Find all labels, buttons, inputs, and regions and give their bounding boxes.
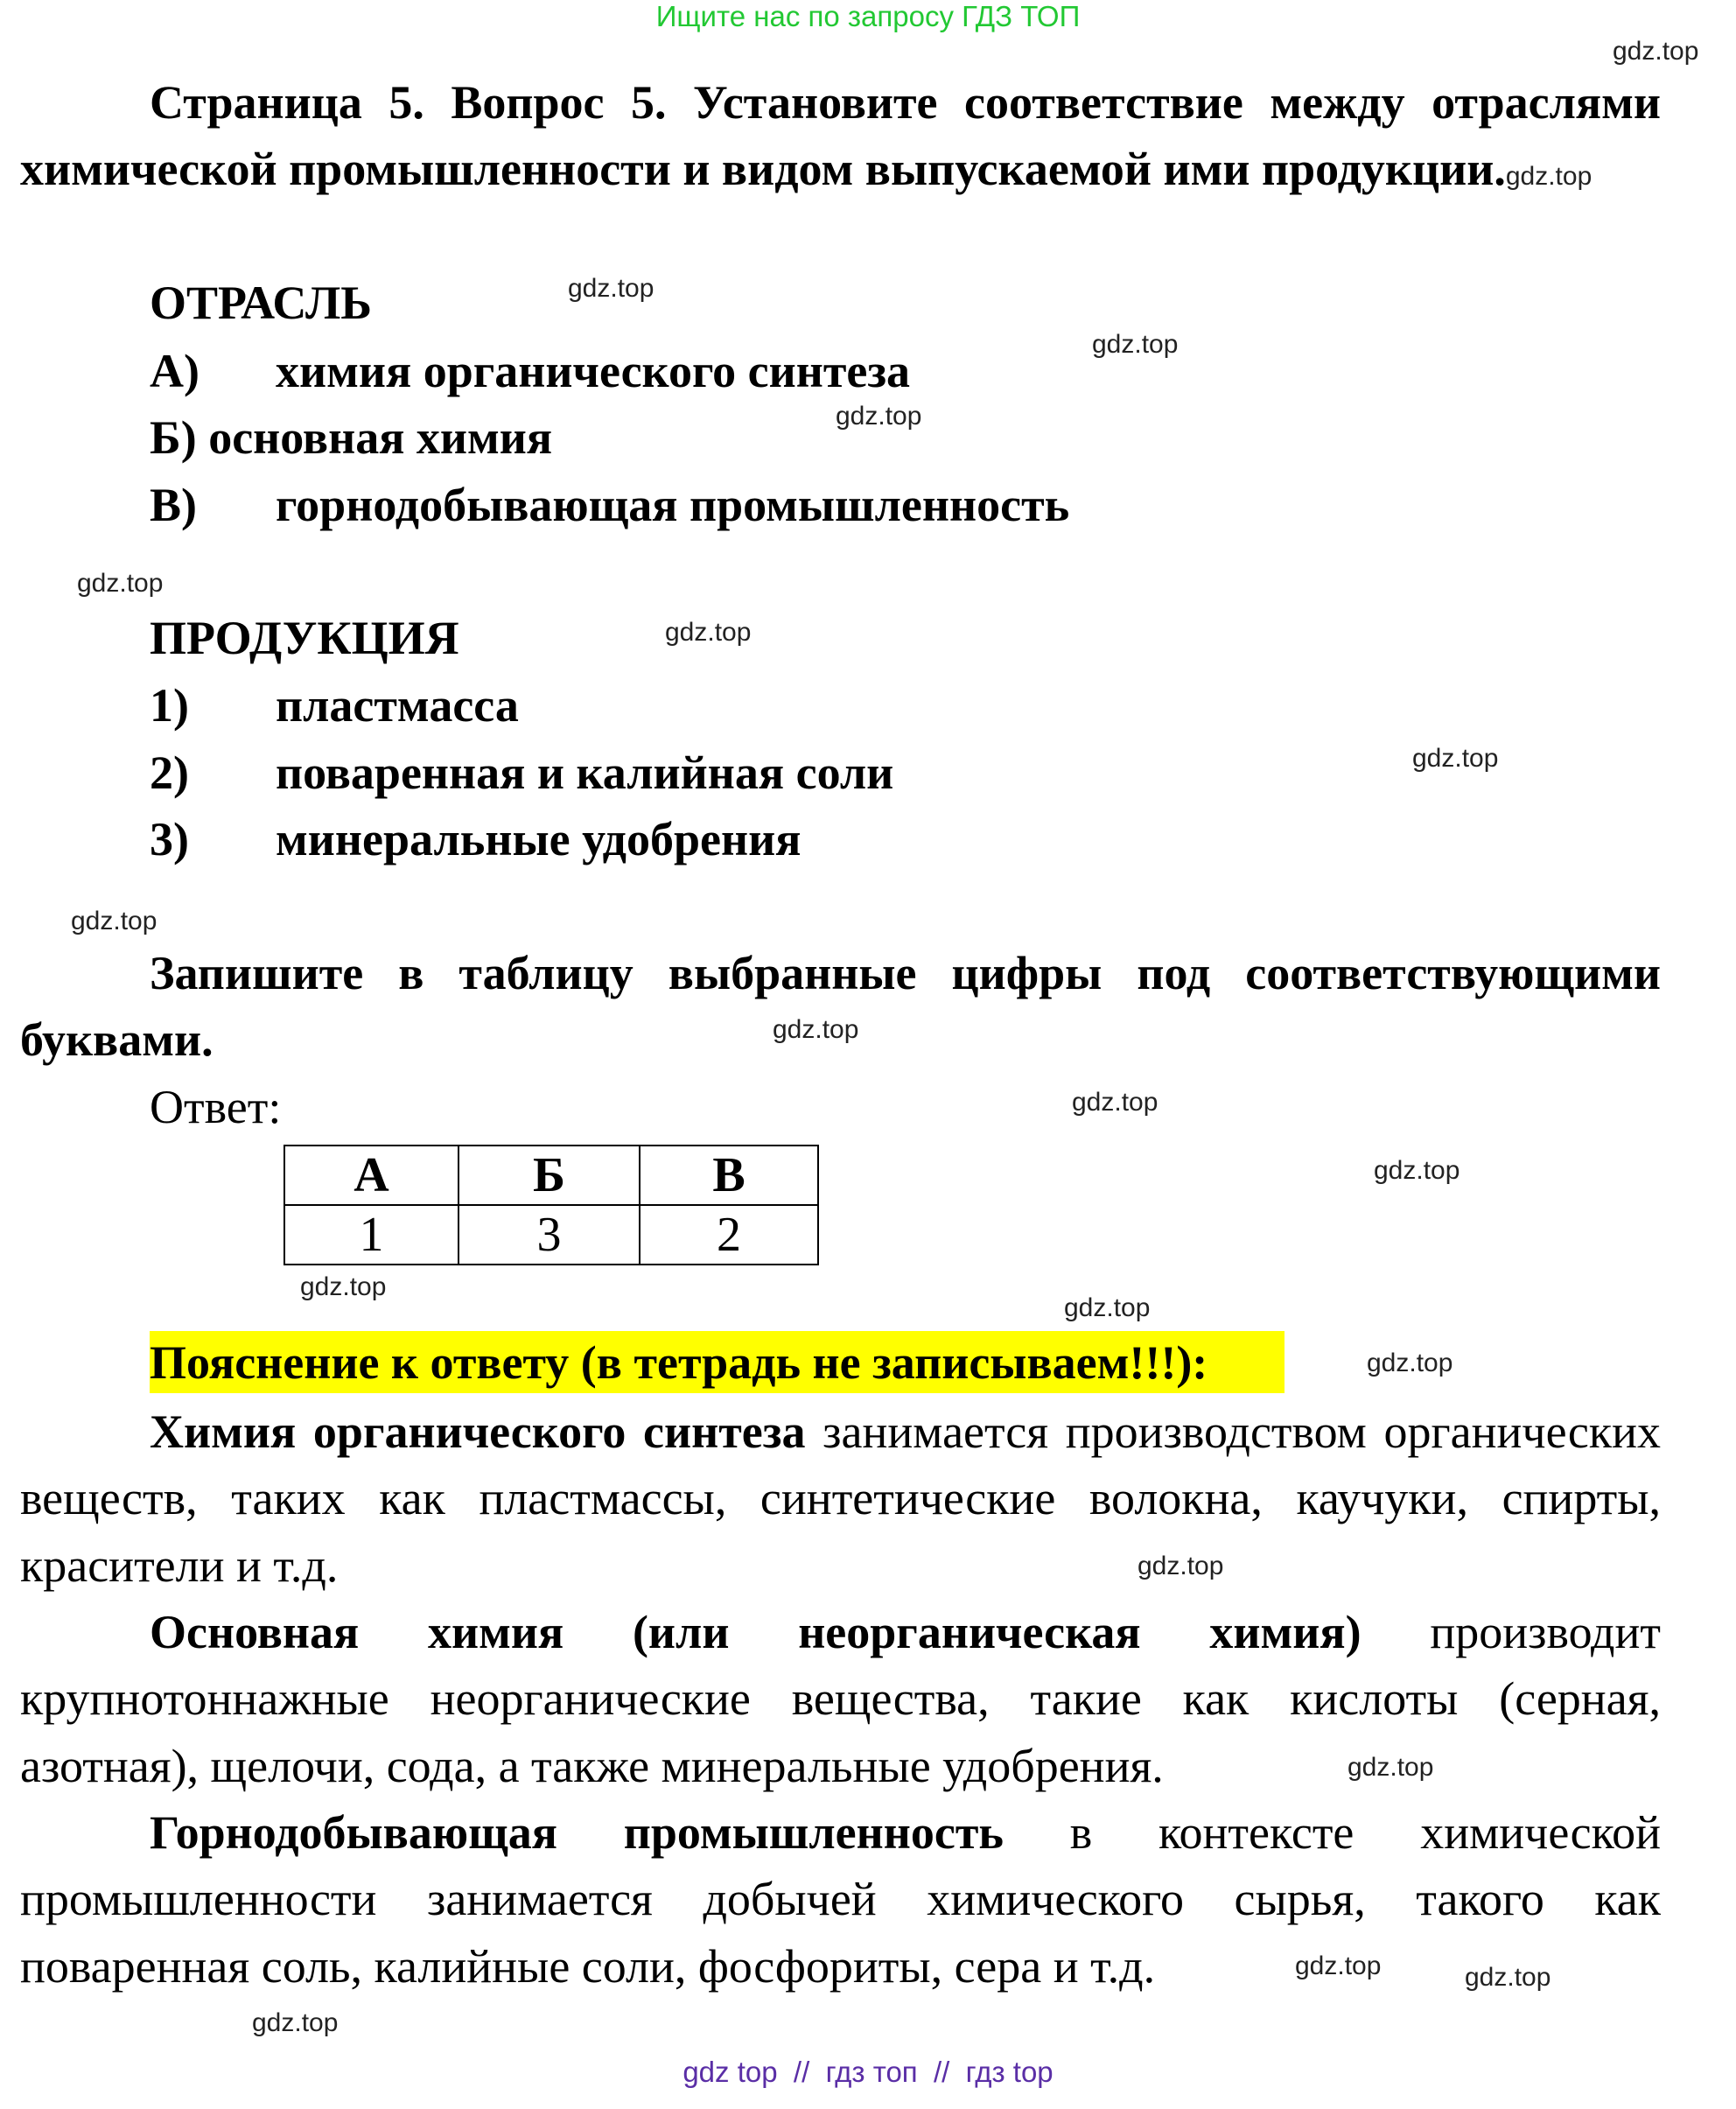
branch-item: В) горнодобывающая промышленность [150, 479, 1070, 531]
question-text: Страница 5. Вопрос 5. Установите соответствие между отраслями химической промышленности и видом выпускаемой ими продукции. [20, 76, 1661, 196]
watermark: gdz.top [300, 1272, 387, 1301]
watermark: gdz.top [1374, 1156, 1460, 1185]
watermark: gdz.top [1613, 37, 1699, 66]
watermark: gdz.top [1505, 162, 1592, 192]
watermark: gdz.top [1295, 1951, 1382, 1980]
watermark: gdz.top [1348, 1753, 1434, 1782]
watermark: gdz.top [71, 907, 158, 935]
table-cell: 1 [284, 1205, 458, 1265]
watermark: gdz.top [568, 274, 654, 303]
explanation-paragraph: Химия органического синтеза занимается производством органических веществ, таких как пластмассы, синтетические волокна, каучуки, спирты, красители и т.д. [20, 1405, 1661, 1592]
table-cell: 2 [640, 1205, 818, 1265]
table-header: А [284, 1146, 458, 1205]
answer-label: Ответ: [150, 1081, 282, 1133]
branches-heading: ОТРАСЛЬ [150, 277, 372, 329]
table-header: Б [458, 1146, 640, 1205]
table-header: В [640, 1146, 818, 1205]
explanation-heading: Пояснение к ответу (в тетрадь не записываем!!!): [150, 1336, 1208, 1389]
explanation-paragraph: Горнодобывающая промышленность в контексте химической промышленности занимается добычей химического сырья, такого как поваренная соль, калийные соли, фосфориты, сера и т.д. [20, 1806, 1661, 1993]
watermark: gdz.top [836, 402, 922, 431]
instruction: Запишите в таблицу выбранные цифры под соответствующими буквами. [20, 947, 1661, 1067]
watermark: gdz.top [1064, 1293, 1151, 1322]
watermark: gdz.top [1367, 1349, 1453, 1377]
watermark: gdz.top [665, 618, 752, 647]
watermark: gdz.top [1465, 1963, 1551, 1992]
watermark: gdz.top [1412, 744, 1499, 773]
footer-text: gdz top // гдз топ // гдз top [682, 2056, 1054, 2088]
watermark: gdz.top [77, 569, 164, 598]
product-item: 1) пластмасса [150, 679, 519, 732]
products-heading: ПРОДУКЦИЯ [150, 612, 459, 664]
watermark: gdz.top [1138, 1552, 1224, 1580]
question-title [20, 69, 1661, 211]
search-banner: Ищите нас по запросу ГДЗ ТОП [655, 0, 1081, 32]
product-item: 2) поваренная и калийная соли [150, 746, 894, 799]
product-item: 3) минеральные удобрения [150, 813, 802, 865]
table-header-row [284, 1146, 818, 1205]
watermark: gdz.top [1072, 1088, 1158, 1117]
table-row [284, 1205, 818, 1265]
explanation-paragraph: Основная химия (или неорганическая химия) производит крупнотоннажные неорганические вещества, такие как кислоты (серная, азотная), щелочи, сода, а также минеральные удобрения. [20, 1606, 1661, 1792]
branch-item: А) химия органического синтеза [150, 345, 911, 397]
answer-table [284, 1145, 819, 1265]
watermark: gdz.top [1092, 330, 1179, 359]
footer-links [0, 2055, 1736, 2090]
watermark: gdz.top [773, 1015, 859, 1044]
table-cell: 3 [458, 1205, 640, 1265]
watermark: gdz.top [252, 2008, 339, 2037]
branch-item: Б) основная химия [150, 411, 553, 464]
